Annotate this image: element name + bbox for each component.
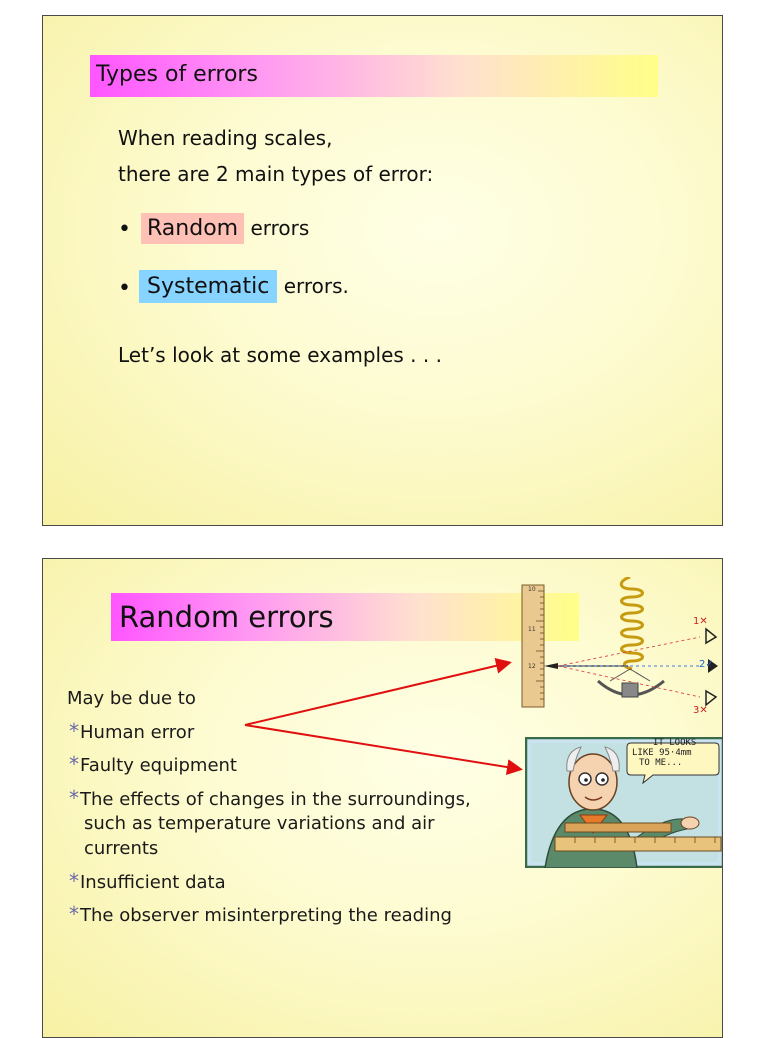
slide-title: Types of errors [96,62,258,87]
item-text: The effects of changes in the surroundings, [80,789,471,810]
speech-text-line: TO ME... [639,758,683,768]
scientist-cartoon [525,737,723,868]
item-text: Human error [80,722,195,743]
random-rest: errors [244,216,310,240]
slide-title-bar [111,593,579,641]
ruler-held [565,823,671,832]
slide-title-bar [90,55,658,97]
scientist-face [569,754,617,810]
slide-title: Random errors [119,600,334,634]
scale-label: 12 [528,663,536,670]
scale-label: 11 [528,626,536,633]
eye-label: 2✓ [699,659,714,670]
eye-icon [706,629,716,643]
systematic-highlight: Systematic [139,270,277,303]
star-bullet: * [69,752,79,776]
intro-line-1: When reading scales, [118,126,333,150]
list-item [69,869,226,893]
star-bullet: * [69,786,79,810]
item-text: The observer misinterpreting the reading [80,905,452,926]
spring-coil [621,577,642,669]
lead-text: May be due to [67,688,196,709]
intro-line-2: there are 2 main types of error: [118,162,434,186]
slide-types-of-errors [42,15,723,526]
scientist-hand [681,817,699,829]
eye-icon [706,691,716,705]
parallax-illustration [518,577,718,717]
list-item [69,752,237,776]
list-item [69,786,471,810]
star-bullet: * [69,869,79,893]
long-ruler [555,837,721,851]
item-text: Insufficient data [80,872,226,893]
item-text: Faulty equipment [80,755,237,776]
slide-random-errors [42,558,723,1038]
bullet-symbol: • [118,276,131,301]
outro-line: Let’s look at some examples . . . [118,343,442,367]
list-item [69,719,194,743]
pointer-arrow [544,663,558,669]
speech-text-line: LIKE 95·4mm [632,748,692,758]
list-item [69,902,452,926]
arrow-to-ruler [245,663,508,725]
systematic-rest: errors. [277,274,349,298]
eye-label: 3✕ [693,705,708,716]
star-bullet: * [69,719,79,743]
bullet-symbol: • [118,217,131,242]
eye-label: 1✕ [693,616,708,627]
item-continuation: such as temperature variations and air [84,813,435,834]
weight-block [622,683,638,697]
item-continuation: currents [84,838,159,859]
star-bullet: * [69,902,79,926]
scale-label: 10 [528,586,536,593]
speech-text-line: IT LOOKS [653,738,697,748]
arrow-to-cartoon [245,725,519,769]
random-highlight: Random [141,213,244,244]
